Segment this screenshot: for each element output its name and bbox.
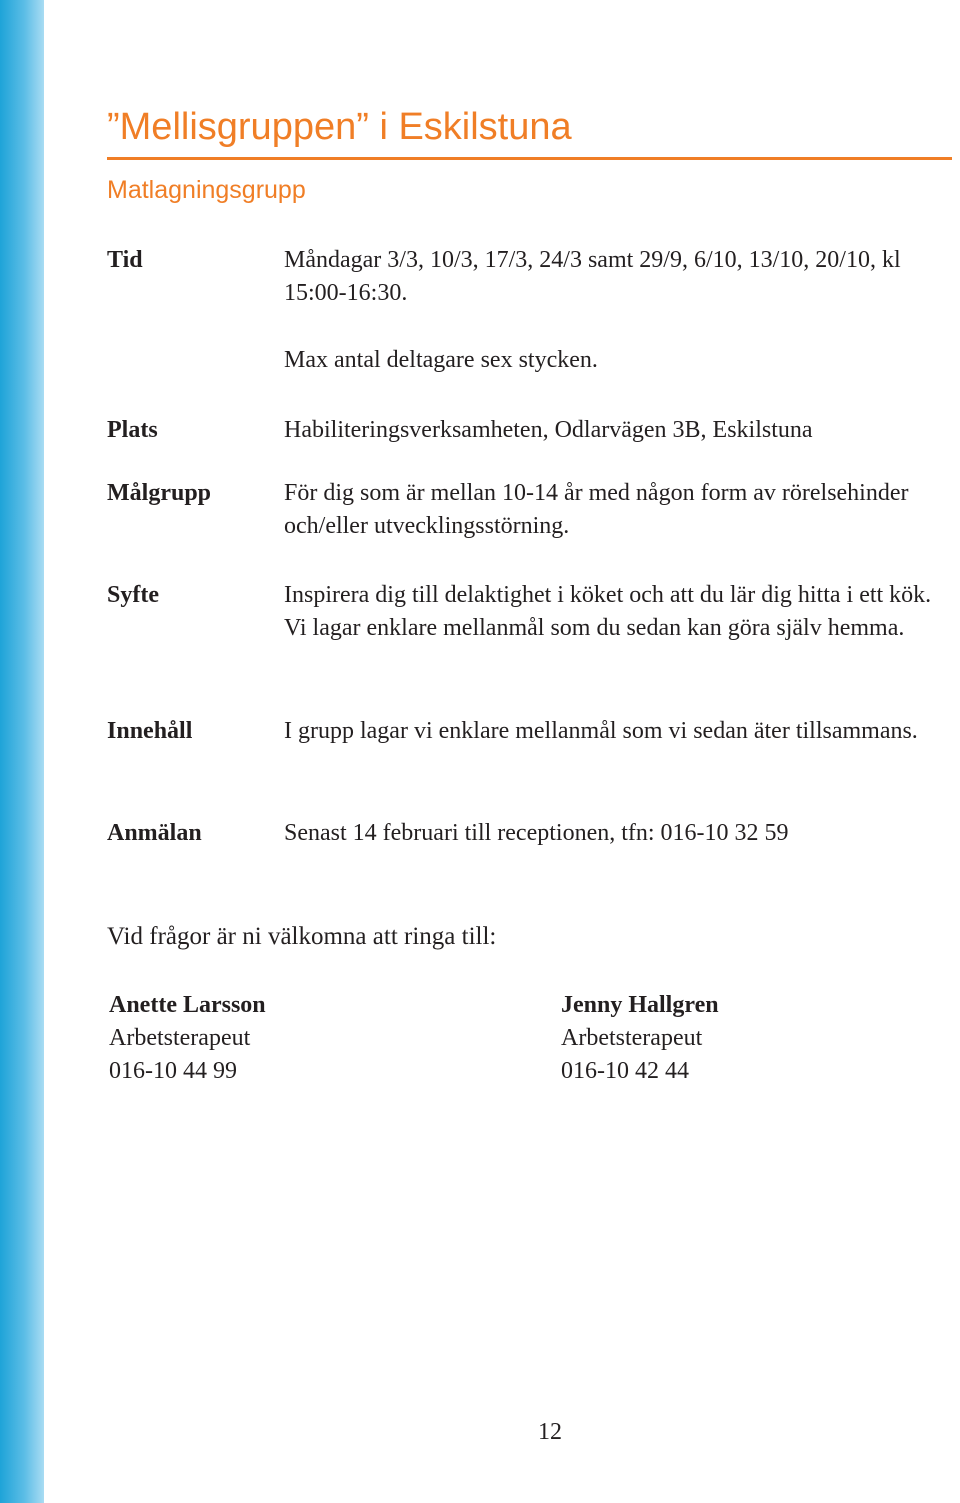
value-syfte: Inspirera dig till delaktighet i köket och att du lär dig hitta i ett kök. Vi lagar enklare mellanmål som du sedan kan göra själv hemma. bbox=[284, 582, 932, 641]
title-divider bbox=[107, 157, 952, 160]
label-malgrupp: Målgrupp bbox=[107, 480, 212, 506]
side-color-stripe bbox=[0, 0, 44, 1503]
value-innehall: I grupp lagar vi enklare mellanmål som vi sedan äter tillsammans. bbox=[284, 718, 918, 744]
contact-question: Vid frågor är ni välkomna att ringa till: bbox=[107, 923, 497, 950]
page-number: 12 bbox=[538, 1419, 562, 1445]
page-title: ”Mellisgruppen” i Eskilstuna bbox=[107, 106, 572, 148]
value-malgrupp: För dig som är mellan 10-14 år med någon form av rörelsehinder och/eller utvecklingsstörning. bbox=[284, 480, 909, 539]
page-subtitle: Matlagningsgrupp bbox=[107, 176, 306, 204]
label-plats: Plats bbox=[107, 417, 158, 443]
label-tid: Tid bbox=[107, 247, 143, 273]
contact-name: Jenny Hallgren bbox=[561, 992, 719, 1018]
contact-card bbox=[109, 989, 266, 1088]
contact-phone: 016-10 44 99 bbox=[109, 1058, 237, 1084]
label-innehall: Innehåll bbox=[107, 718, 193, 744]
value-anmalan: Senast 14 februari till receptionen, tfn: 016-10 32 59 bbox=[284, 820, 789, 846]
contact-role: Arbetsterapeut bbox=[109, 1025, 251, 1051]
value-tid-max-participants: Max antal deltagare sex stycken. bbox=[284, 347, 598, 373]
contact-phone: 016-10 42 44 bbox=[561, 1058, 689, 1084]
contact-role: Arbetsterapeut bbox=[561, 1025, 703, 1051]
label-syfte: Syfte bbox=[107, 582, 159, 608]
value-tid: Måndagar 3/3, 10/3, 17/3, 24/3 samt 29/9, 6/10, 13/10, 20/10, kl 15:00-16:30. bbox=[284, 247, 901, 306]
value-plats: Habiliteringsverksamheten, Odlarvägen 3B, Eskilstuna bbox=[284, 417, 813, 443]
contact-card bbox=[561, 989, 719, 1088]
label-anmalan: Anmälan bbox=[107, 820, 202, 846]
contact-name: Anette Larsson bbox=[109, 992, 266, 1018]
